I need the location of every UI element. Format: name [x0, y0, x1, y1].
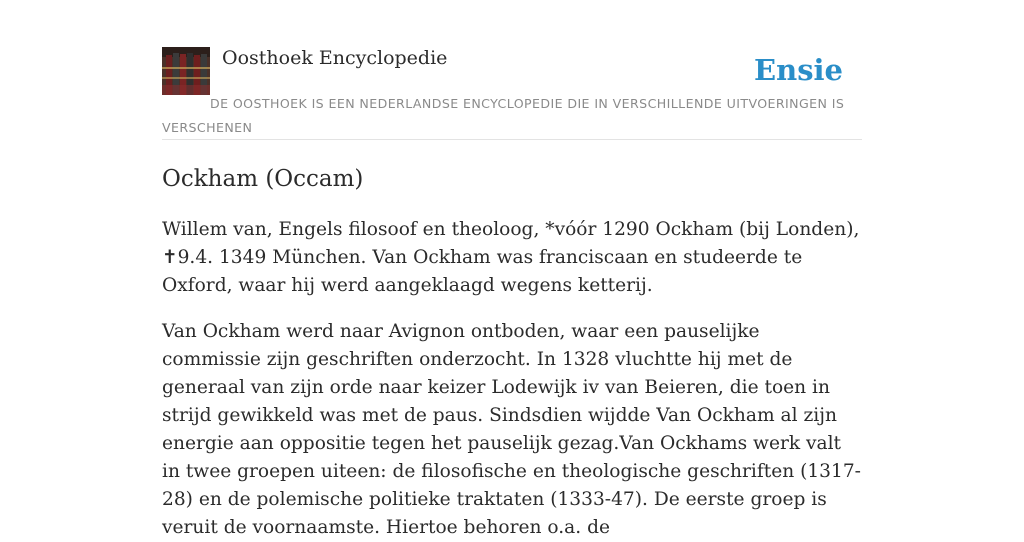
source-title[interactable]: Oosthoek Encyclopedie: [222, 47, 448, 69]
source-subtitle: DE OOSTHOEK IS EEN NEDERLANDSE ENCYCLOPEDIE DIE IN VERSCHILLENDE UITVOERINGEN IS VERSCHENEN: [162, 96, 845, 135]
entry-paragraph: Willem van, Engels filosoof en theoloog, *vóór 1290 Ockham (bij Londen), ✝9.4. 1349 München. Van Ockham was franciscaan en studeerde te Oxford, waar hij werd aangeklaagd wegens ketterij.: [162, 219, 860, 296]
source-avatar[interactable]: [162, 47, 210, 95]
brand-logo[interactable]: Ensie: [754, 53, 843, 87]
entry-content: [162, 162, 862, 542]
books-icon: [162, 47, 210, 95]
entry-title: Ockham (Occam): [162, 166, 364, 192]
entry-paragraph: Van Ockham werd naar Avignon ontboden, waar een pauselijke commissie zijn geschriften onderzocht. In 1328 vluchtte hij met de generaal van zijn orde naar keizer Lodewijk iv van Beieren, die toen in strijd gewikkeld was met de paus. Sindsdien wijdde Van Ockham al zijn energie aan oppositie tegen het pauselijk gezag.Van Ockhams werk valt in twee groepen uiteen: de filosofische en theologische geschriften (1317-28) en de polemische politieke traktaten (1333-47). De eerste groep is veruit de voornaamste. Hiertoe behoren o.a. de: [162, 321, 861, 538]
header: [162, 46, 862, 140]
